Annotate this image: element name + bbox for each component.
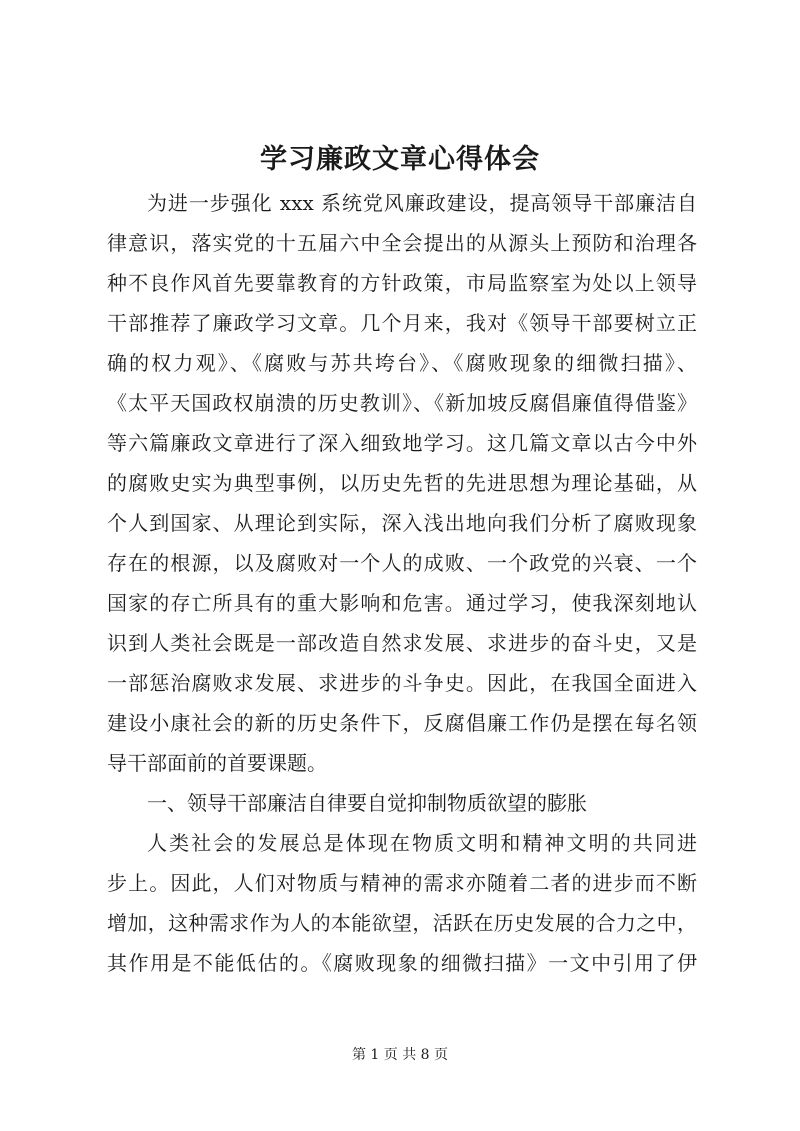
body-line: 的腐败史实为典型事例，以历史先哲的先进思想为理论基础，从 xyxy=(107,471,697,495)
body-line: 干部推荐了廉政学习文章。几个月来，我对《领导干部要树立正 xyxy=(107,311,697,335)
body-line: 人类社会的发展总是体现在物质文明和精神文明的共同进 xyxy=(147,831,697,855)
body-line: 建设小康社会的新的历史条件下，反腐倡廉工作仍是摆在每名领 xyxy=(107,711,697,735)
body-line: 一部惩治腐败求发展、求进步的斗争史。因此，在我国全面进入 xyxy=(107,671,697,695)
body-line: 步上。因此，人们对物质与精神的需求亦随着二者的进步而不断 xyxy=(107,871,697,895)
body-line: 确的权力观》、《腐败与苏共垮台》、《腐败现象的细微扫描》、 xyxy=(107,351,697,375)
body-line: 为进一步强化 xxx 系统党风廉政建设，提高领导干部廉洁自 xyxy=(147,191,697,215)
body-line: 导干部面前的首要课题。 xyxy=(107,751,327,775)
body-line: 个人到国家、从理论到实际，深入浅出地向我们分析了腐败现象 xyxy=(107,511,697,535)
document-title: 学习廉政文章心得体会 xyxy=(260,144,540,175)
body-line: 增加，这种需求作为人的本能欲望，活跃在历史发展的合力之中， xyxy=(107,911,697,935)
body-line: 其作用是不能低估的。《腐败现象的细微扫描》一文中引用了伊 xyxy=(107,951,697,975)
body-line: 存在的根源，以及腐败对一个人的成败、一个政党的兴衰、一个 xyxy=(107,551,697,575)
section-heading: 一、领导干部廉洁自律要自觉抑制物质欲望的膨胀 xyxy=(147,791,587,815)
body-line: 种不良作风首先要靠教育的方针政策，市局监察室为处以上领导 xyxy=(107,271,697,295)
document-body xyxy=(107,183,697,983)
body-line: 国家的存亡所具有的重大影响和危害。通过学习，使我深刻地认 xyxy=(107,591,697,615)
page-footer: 第 1 页 共 8 页 xyxy=(351,1047,449,1063)
body-line: 识到人类社会既是一部改造自然求发展、求进步的奋斗史，又是 xyxy=(107,631,697,655)
body-line: 等六篇廉政文章进行了深入细致地学习。这几篇文章以古今中外 xyxy=(107,431,697,455)
body-line: 《太平天国政权崩溃的历史教训》、《新加坡反腐倡廉值得借鉴》 xyxy=(107,391,697,415)
body-line: 律意识，落实党的十五届六中全会提出的从源头上预防和治理各 xyxy=(107,231,697,255)
